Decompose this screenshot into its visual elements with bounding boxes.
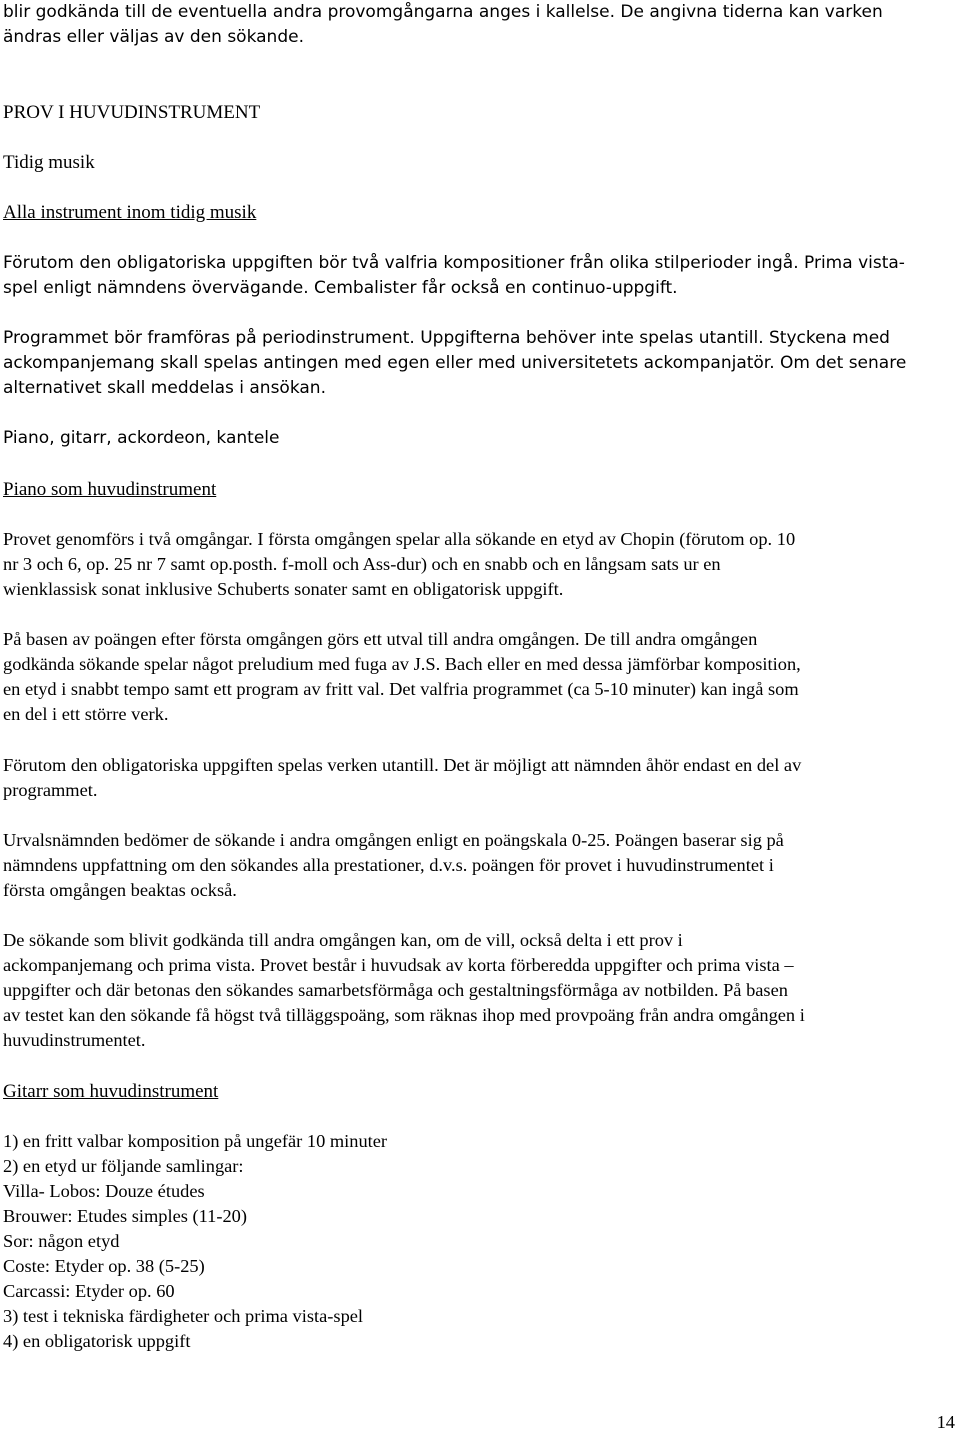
paragraph-line: ackompanjemang skall spelas antingen med egen eller med universitetets ackompanjatör. Om det senare [3, 353, 907, 373]
list-item: Coste: Etyder op. 38 (5-25) [3, 1256, 205, 1276]
early-music-paragraph-2 [3, 326, 906, 401]
paragraph-line: en del i ett större verk. [3, 704, 169, 724]
paragraph-line: ackompanjemang och prima vista. Provet består i huvudsak av korta förberedda uppgifter och prima vista – [3, 955, 794, 975]
list-item: 2) en etyd ur följande samlingar: [3, 1156, 244, 1176]
subsection-heading: Tidig musik [3, 152, 95, 173]
page-number: 14 [936, 1412, 955, 1432]
paragraph-line: spel enligt nämndens övervägande. Cembalister får också en continuo-uppgift. [3, 278, 678, 298]
paragraph-line: På basen av poängen efter första omgången görs ett utval till andra omgången. De till andra omgången [3, 629, 758, 649]
paragraph-line: wienklassisk sonat inklusive Schuberts sonater samt en obligatorisk uppgift. [3, 579, 564, 599]
paragraph-line: en etyd i snabbt tempo samt ett program av fritt val. Det valfria programmet (ca 5-10 minuter) kan ingå som [3, 679, 799, 699]
list-item: Brouwer: Etudes simples (11-20) [3, 1206, 247, 1226]
intro-paragraph [3, 0, 883, 50]
section-heading: PROV I HUVUDINSTRUMENT [3, 102, 261, 123]
paragraph-line: uppgifter och där betonas den sökandes samarbetsförmåga och gestaltningsförmåga av notbilden. På basen [3, 980, 788, 1000]
early-music-paragraph-1 [3, 251, 905, 301]
paragraph-line: alternativet skall meddelas i ansökan. [3, 378, 326, 398]
piano-paragraph-1 [3, 527, 795, 602]
list-item: 4) en obligatorisk uppgift [3, 1331, 191, 1351]
instrument-group-heading: Piano, gitarr, ackordeon, kantele [3, 428, 280, 448]
subsection-subheading: Alla instrument inom tidig musik [3, 202, 257, 223]
paragraph-line: nr 3 och 6, op. 25 nr 7 samt op.posth. f-moll och Ass-dur) och en snabb och en långsam sats ur en [3, 554, 721, 574]
list-item: Villa- Lobos: Douze études [3, 1181, 205, 1201]
piano-paragraph-3 [3, 753, 801, 803]
piano-heading: Piano som huvudinstrument [3, 479, 217, 500]
guitar-heading: Gitarr som huvudinstrument [3, 1081, 219, 1102]
piano-paragraph-5 [3, 928, 805, 1053]
paragraph-line: Urvalsnämnden bedömer de sökande i andra omgången enligt en poängskala 0-25. Poängen baserar sig på [3, 830, 784, 850]
piano-paragraph-4 [3, 828, 784, 903]
paragraph-line: huvudinstrumentet. [3, 1030, 146, 1050]
list-item: 1) en fritt valbar komposition på ungefär 10 minuter [3, 1131, 388, 1151]
guitar-list [3, 1129, 387, 1354]
paragraph-line: godkända sökande spelar något preludium med fuga av J.S. Bach eller en med dessa jämförbar komposition, [3, 654, 801, 674]
list-item: 3) test i tekniska färdigheter och prima vista-spel [3, 1306, 364, 1326]
paragraph-line: första omgången beaktas också. [3, 880, 237, 900]
list-item: Sor: någon etyd [3, 1231, 120, 1251]
paragraph-line: Förutom den obligatoriska uppgiften bör två valfria kompositioner från olika stilperioder ingå. Prima vista- [3, 253, 905, 273]
paragraph-line: Provet genomförs i två omgångar. I första omgången spelar alla sökande en etyd av Chopin (förutom op. 10 [3, 529, 796, 549]
intro-line: blir godkända till de eventuella andra provomgångarna anges i kallelse. De angivna tiderna kan varken [3, 2, 883, 22]
paragraph-line: av testet kan den sökande få högst två tilläggspoäng, som räknas ihop med provpoäng från andra omgången i [3, 1005, 805, 1025]
intro-line: ändras eller väljas av den sökande. [3, 27, 304, 47]
paragraph-line: nämndens uppfattning om den sökandes alla prestationer, d.v.s. poängen för provet i huvudinstrumentet i [3, 855, 774, 875]
list-item: Carcassi: Etyder op. 60 [3, 1281, 175, 1301]
paragraph-line: Programmet bör framföras på periodinstrument. Uppgifterna behöver inte spelas utantill. Styckena med [3, 328, 890, 348]
paragraph-line: De sökande som blivit godkända till andra omgången kan, om de vill, också delta i ett prov i [3, 930, 683, 950]
paragraph-line: Förutom den obligatoriska uppgiften spelas verken utantill. Det är möjligt att nämnden åhör endast en del av [3, 755, 802, 775]
paragraph-line: programmet. [3, 780, 98, 800]
piano-paragraph-2 [3, 627, 801, 727]
